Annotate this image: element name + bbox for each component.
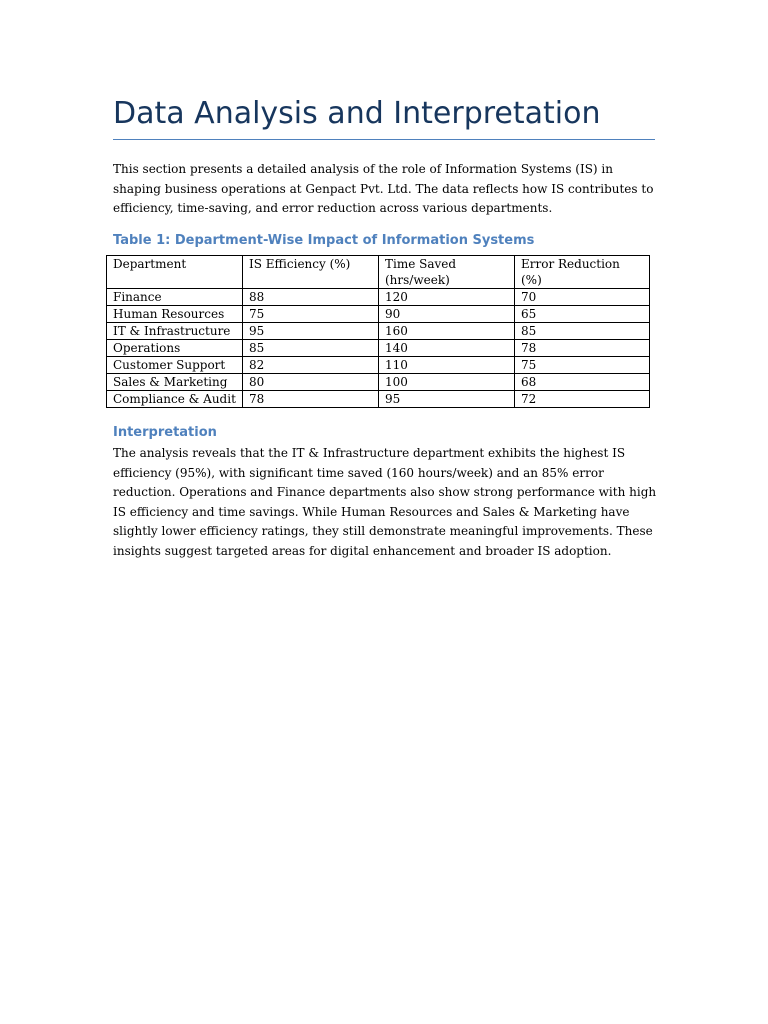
- table-header-row: [107, 256, 650, 289]
- table-row: [107, 289, 650, 306]
- column-header-is-efficiency: IS Efficiency (%): [243, 256, 379, 289]
- department-cell: Compliance & Audit: [107, 391, 243, 408]
- is-efficiency-cell: 80: [243, 374, 379, 391]
- table-row: [107, 374, 650, 391]
- is-efficiency-cell: 75: [243, 306, 379, 323]
- time-saved-cell: 110: [379, 357, 515, 374]
- time-saved-cell: 160: [379, 323, 515, 340]
- time-saved-cell: 90: [379, 306, 515, 323]
- department-cell: Sales & Marketing: [107, 374, 243, 391]
- time-saved-cell: 140: [379, 340, 515, 357]
- department-cell: Human Resources: [107, 306, 243, 323]
- column-header-time-saved: Time Saved (hrs/week): [379, 256, 515, 289]
- is-efficiency-cell: 95: [243, 323, 379, 340]
- error-reduction-cell: 70: [515, 289, 650, 306]
- table-row: [107, 323, 650, 340]
- is-efficiency-cell: 82: [243, 357, 379, 374]
- page-title: Data Analysis and Interpretation: [113, 96, 601, 131]
- table-row: [107, 357, 650, 374]
- table-row: [107, 340, 650, 357]
- is-efficiency-cell: 78: [243, 391, 379, 408]
- table-caption: Table 1: Department-Wise Impact of Information Systems: [113, 233, 535, 248]
- is-efficiency-cell: 85: [243, 340, 379, 357]
- department-cell: IT & Infrastructure: [107, 323, 243, 340]
- error-reduction-cell: 65: [515, 306, 650, 323]
- column-header-error-reduction: Error Reduction (%): [515, 256, 650, 289]
- error-reduction-cell: 85: [515, 323, 650, 340]
- interpretation-heading: Interpretation: [113, 425, 217, 440]
- error-reduction-cell: 72: [515, 391, 650, 408]
- column-header-department: Department: [107, 256, 243, 289]
- department-impact-table: [106, 255, 650, 408]
- intro-paragraph: This section presents a detailed analysis of the role of Information Systems (IS) in shaping business operations at Genpact Pvt. Ltd. The data reflects how IS contributes to efficiency, time-saving, and error reduction across various departments.: [113, 162, 654, 215]
- interpretation-paragraph: The analysis reveals that the IT & Infrastructure department exhibits the highest IS efficiency (95%), with significant time saved (160 hours/week) and an 85% error reduction. Operations and Finance departments also show strong performance with high IS efficiency and time savings. While Human Resources and Sales & Marketing have slightly lower efficiency ratings, they still demonstrate meaningful improvements. These insights suggest targeted areas for digital enhancement and broader IS adoption.: [113, 446, 657, 558]
- error-reduction-cell: 78: [515, 340, 650, 357]
- is-efficiency-cell: 88: [243, 289, 379, 306]
- department-cell: Customer Support: [107, 357, 243, 374]
- error-reduction-cell: 75: [515, 357, 650, 374]
- time-saved-cell: 120: [379, 289, 515, 306]
- table-row: [107, 306, 650, 323]
- time-saved-cell: 95: [379, 391, 515, 408]
- department-cell: Operations: [107, 340, 243, 357]
- time-saved-cell: 100: [379, 374, 515, 391]
- title-underline: [113, 139, 655, 140]
- error-reduction-cell: 68: [515, 374, 650, 391]
- table-row: [107, 391, 650, 408]
- department-cell: Finance: [107, 289, 243, 306]
